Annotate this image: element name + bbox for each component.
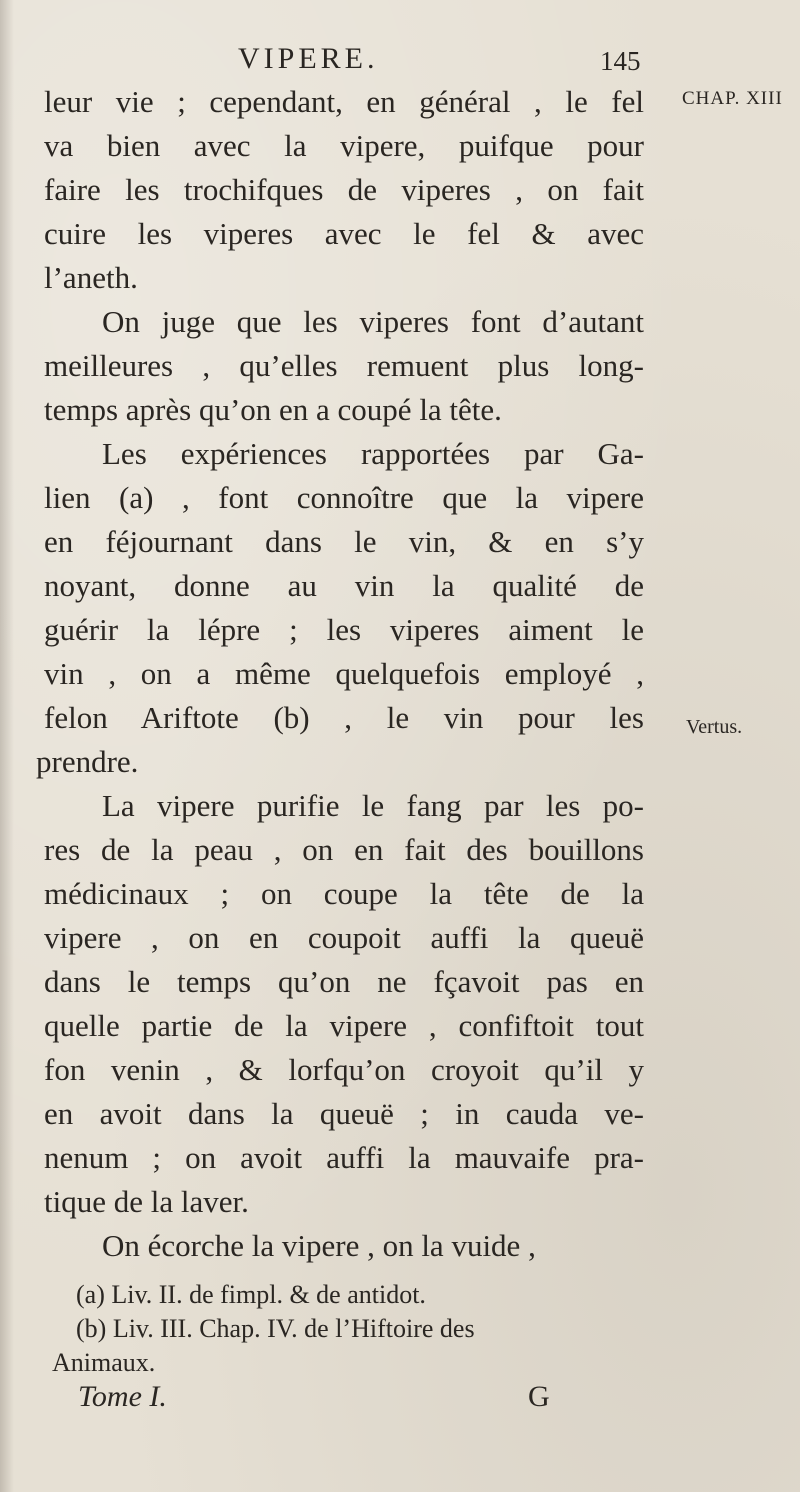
text-line: va bien avec la vipere, puifque pour: [44, 128, 644, 163]
text-line: tique de la laver.: [44, 1184, 249, 1219]
text-line: felon Ariftote (b) , le vin pour les: [44, 700, 644, 735]
text-line: On juge que les viperes font d’autant: [102, 304, 644, 339]
text-line: quelle partie de la vipere , confiftoit tout: [44, 1008, 644, 1043]
footnotes: [52, 1278, 642, 1380]
text-line: faire les trochifques de viperes , on fait: [44, 172, 644, 207]
margin-note: Vertus.: [686, 716, 743, 738]
text-line: vin , on a même quelquefois employé ,: [44, 656, 644, 691]
text-line: res de la peau , on en fait des bouillons: [44, 832, 644, 867]
page-number: 145: [600, 46, 641, 76]
text-line: en avoit dans la queuë ; in cauda ve-: [44, 1096, 644, 1131]
text-line: Les expériences rapportées par Ga-: [102, 436, 644, 471]
text-line: guérir la lépre ; les viperes aiment le: [44, 612, 644, 647]
text-line: dans le temps qu’on ne fçavoit pas en: [44, 964, 644, 999]
text-line: On écorche la vipere , on la vuide ,: [102, 1228, 536, 1263]
footnote-b-continuation: Animaux.: [52, 1348, 156, 1377]
text-line: noyant, donne au vin la qualité de: [44, 568, 644, 603]
text-line: médicinaux ; on coupe la tête de la: [44, 876, 644, 911]
text-line: lien (a) , font connoître que la vipere: [44, 480, 644, 515]
signature-mark: G: [528, 1380, 550, 1413]
text-line: La vipere purifie le fang par les po-: [102, 788, 644, 823]
chapter-label: CHAP. XIII: [682, 88, 783, 109]
running-title: VIPERE.: [238, 42, 379, 75]
text-line: en féjournant dans le vin, & en s’y: [44, 524, 644, 559]
footnote-a: (a) Liv. II. de fimpl. & de antidot.: [76, 1280, 426, 1309]
text-line: prendre.: [36, 744, 139, 779]
text-line: meilleures , qu’elles remuent plus long-: [44, 348, 644, 383]
body-text: [36, 80, 644, 1268]
text-line: vipere , on en coupoit auffi la queuë: [44, 920, 644, 955]
text-line: nenum ; on avoit auffi la mauvaife pra-: [44, 1140, 644, 1175]
text-line: cuire les viperes avec le fel & avec: [44, 216, 644, 251]
text-line: fon venin , & lorfqu’on croyoit qu’il y: [44, 1052, 644, 1087]
tome-signature: Tome I.: [78, 1380, 167, 1413]
text-line: l’aneth.: [44, 260, 138, 295]
text-line: temps après qu’on en a coupé la tête.: [44, 392, 502, 427]
text-line: leur vie ; cependant, en général , le fel: [44, 84, 644, 119]
footnote-b: (b) Liv. III. Chap. IV. de l’Hiftoire des: [76, 1314, 475, 1343]
page-edge-shadow: [0, 0, 14, 1492]
